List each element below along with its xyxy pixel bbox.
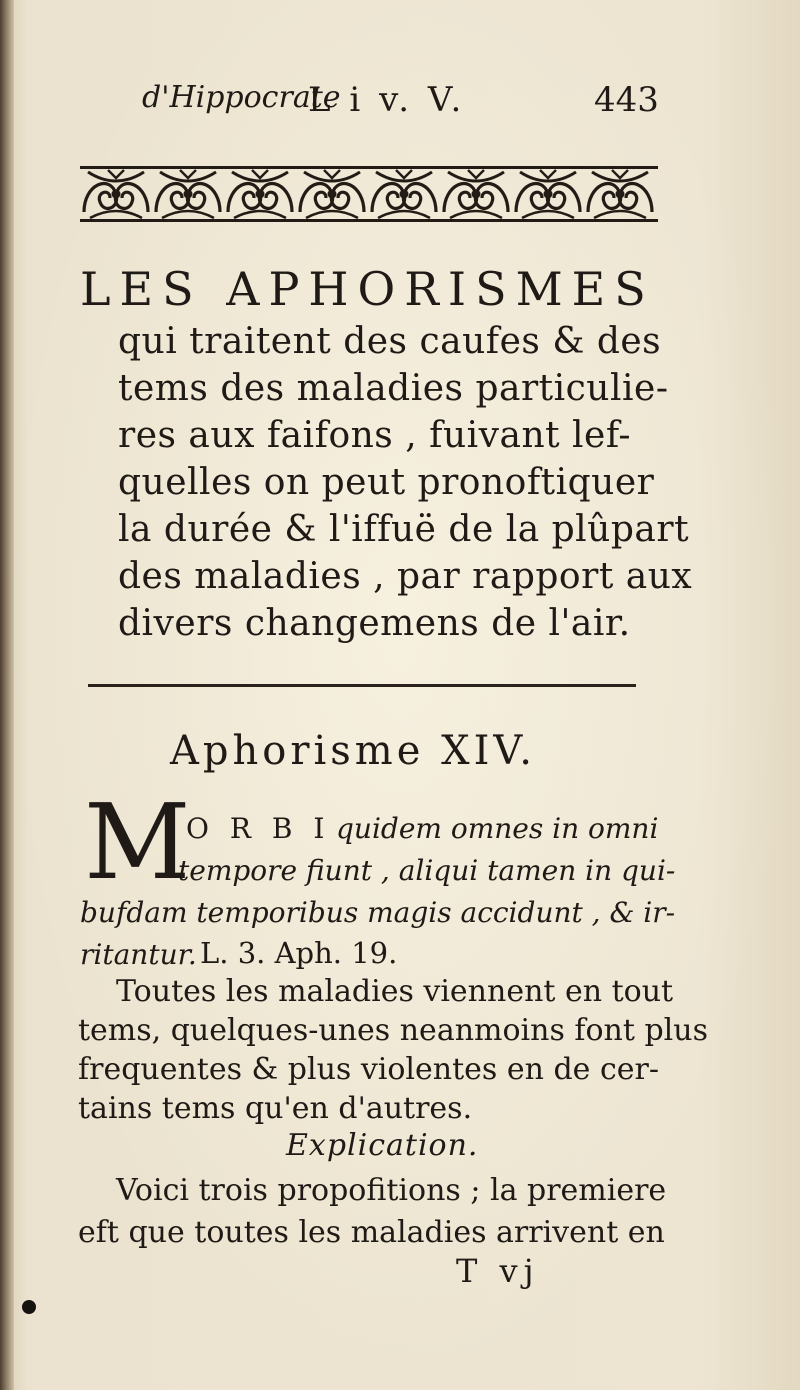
section-title: LES APHORISMES bbox=[80, 262, 655, 316]
latin-line: quidem omnes in omni bbox=[336, 812, 659, 845]
subtitle-line: la durée & l'iffuë de la plûpart bbox=[118, 509, 690, 550]
french-line: Toutes les maladies viennent en tout bbox=[116, 974, 674, 1009]
margin-dot bbox=[22, 1300, 36, 1314]
latin-line: ritantur. bbox=[80, 938, 197, 971]
signature-mark: T vj bbox=[456, 1252, 540, 1290]
explication-line: Voici trois propofitions ; la premiere bbox=[116, 1173, 667, 1208]
section-rule bbox=[88, 684, 636, 687]
running-head bbox=[120, 80, 680, 124]
latin-line: bufdam temporibus magis accidunt , & ir- bbox=[80, 896, 676, 929]
subtitle-line: res aux faifons , fuivant lef- bbox=[118, 415, 632, 456]
subtitle-line: tems des maladies particulie- bbox=[118, 368, 669, 409]
drop-cap: M bbox=[84, 781, 191, 903]
subtitle-line: des maladies , par rapport aux bbox=[118, 556, 693, 597]
explication-line: eft que toutes les maladies arrivent en bbox=[78, 1215, 665, 1250]
subtitle-line: qui traitent des caufes & des bbox=[118, 321, 662, 362]
french-line: frequentes & plus violentes en de cer- bbox=[78, 1052, 659, 1087]
french-line: tems, quelques-unes neanmoins font plus bbox=[78, 1013, 708, 1048]
french-line: tains tems qu'en d'autres. bbox=[78, 1091, 473, 1126]
section-subtitle bbox=[118, 318, 693, 647]
running-head-title: d'Hippocrate bbox=[142, 80, 341, 115]
running-head-book: L i v. V. bbox=[308, 80, 466, 120]
page-number: 443 bbox=[594, 80, 659, 120]
printer-ornament-band-icon bbox=[80, 164, 658, 224]
aphorism-heading: Aphorisme XIV. bbox=[170, 728, 536, 774]
explication-heading: Explication. bbox=[286, 1128, 479, 1163]
french-translation bbox=[78, 972, 708, 1128]
book-gutter bbox=[0, 0, 14, 1390]
subtitle-line: quelles on peut pronoftiquer bbox=[118, 462, 655, 503]
latin-line: tempore fiunt , aliqui tamen in qui- bbox=[178, 854, 676, 887]
latin-caps: O R B I bbox=[186, 812, 331, 845]
aphorism-reference: L. 3. Aph. 19. bbox=[200, 936, 398, 970]
subtitle-line: divers changemens de l'air. bbox=[118, 603, 631, 644]
explication-text bbox=[78, 1170, 678, 1254]
